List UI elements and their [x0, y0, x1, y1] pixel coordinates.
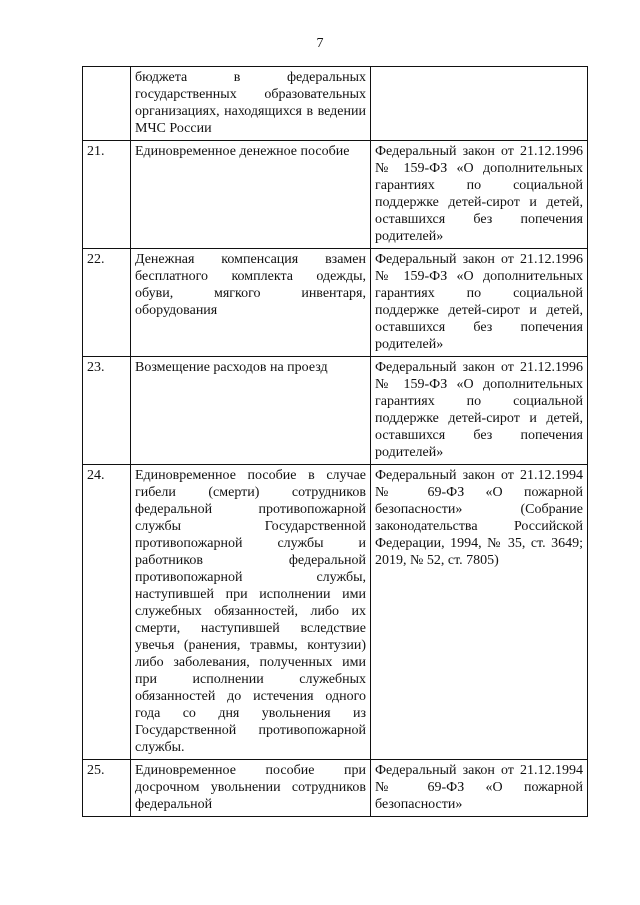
row-number: 25. — [83, 760, 131, 817]
benefit-description: Денежная компенсация взамен бесплатного комплекта одежды, обуви, мягкого инвентаря, оборудования — [131, 249, 371, 357]
row-number — [83, 67, 131, 141]
row-number: 22. — [83, 249, 131, 357]
benefit-description: Возмещение расходов на проезд — [131, 357, 371, 465]
page-number: 7 — [316, 36, 324, 51]
row-number: 23. — [83, 357, 131, 465]
table-row — [83, 249, 588, 357]
table-row — [83, 760, 588, 817]
legal-basis: Федеральный закон от 21.12.1994 № 69-ФЗ «О пожарной безопасности» — [371, 760, 588, 817]
benefit-description: бюджета в федеральных государственных образовательных организациях, находящихся в ведении МЧС России — [131, 67, 371, 141]
legal-basis: Федеральный закон от 21.12.1994 № 69-ФЗ «О пожарной безопасности» (Собрание законодательства Российской Федерации, 1994, № 35, ст. 3649; 2019, № 52, ст. 7805) — [371, 465, 588, 760]
legal-basis: Федеральный закон от 21.12.1996 № 159-ФЗ «О дополнительных гарантиях по социальной поддержке детей-сирот и детей, оставшихся без попечения родителей» — [371, 357, 588, 465]
table-row — [83, 465, 588, 760]
row-number: 24. — [83, 465, 131, 760]
row-number: 21. — [83, 141, 131, 249]
table-row — [83, 141, 588, 249]
legal-basis — [371, 67, 588, 141]
benefits-table — [82, 66, 588, 817]
benefit-description: Единовременное пособие при досрочном увольнении сотрудников федеральной — [131, 760, 371, 817]
benefit-description: Единовременное пособие в случае гибели (смерти) сотрудников федеральной противопожарной службы Государственной противопожарной службы и работников федеральной противопожарной службы, наступившей при исполнении ими служебных обязанностей, либо их смерти, наступившей вследствие увечья (ранения, травмы, контузии) либо заболевания, полученных ими при исполнении служебных обязанностей до истечения одного года со дня увольнения из Государственной противопожарной службы. — [131, 465, 371, 760]
legal-basis: Федеральный закон от 21.12.1996 № 159-ФЗ «О дополнительных гарантиях по социальной поддержке детей-сирот и детей, оставшихся без попечения родителей» — [371, 249, 588, 357]
benefit-description: Единовременное денежное пособие — [131, 141, 371, 249]
table-row — [83, 67, 588, 141]
legal-basis: Федеральный закон от 21.12.1996 № 159-ФЗ «О дополнительных гарантиях по социальной поддержке детей-сирот и детей, оставшихся без попечения родителей» — [371, 141, 588, 249]
table-row — [83, 357, 588, 465]
